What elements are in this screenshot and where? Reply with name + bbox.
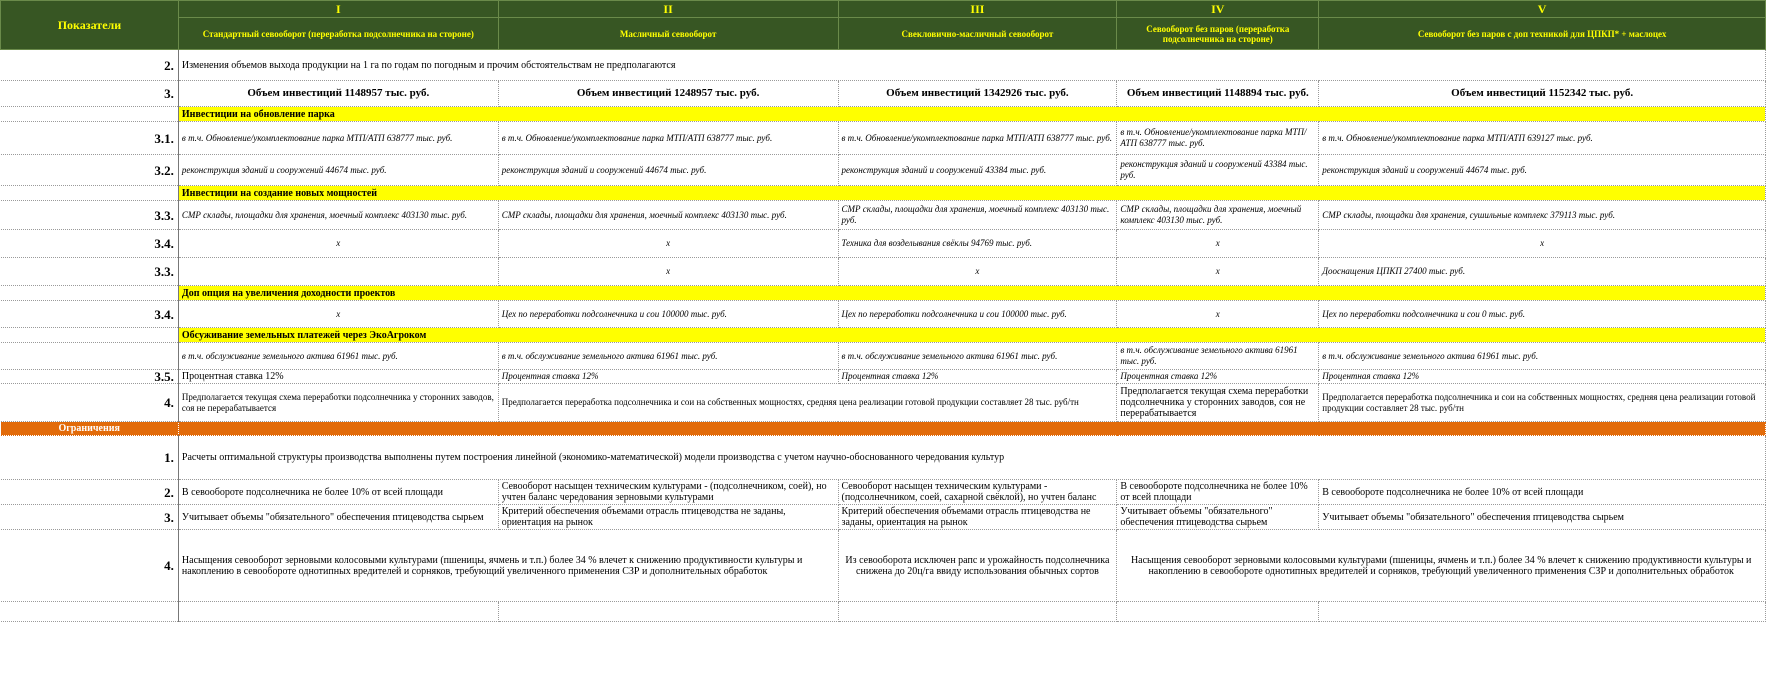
row-number: 3.4. <box>1 230 179 258</box>
col-roman-4: IV <box>1117 1 1319 18</box>
table-row <box>1 384 1766 422</box>
table-row <box>1 258 1766 286</box>
row-number <box>1 343 179 370</box>
table-cell: В севообороте подсолнечника не более 10% от всей площади <box>1319 480 1766 505</box>
table-cell: СМР склады, площадки для хранения, моечный комплекс 403130 тыс. руб. <box>1117 201 1319 230</box>
row-number: 3.4. <box>1 301 179 328</box>
table-cell: в т.ч. обслуживание земельного актива 61961 тыс. руб. <box>178 343 498 370</box>
row-number: 4. <box>1 384 179 422</box>
table-cell: Критерий обеспечения объемами отрасль птицеводства не заданы, ориентация на рынок <box>498 505 838 530</box>
table-row <box>1 602 1766 622</box>
table-row <box>1 201 1766 230</box>
row-number: 3.5. <box>1 370 179 384</box>
table-cell: реконструкция зданий и сооружений 44674 тыс. руб. <box>178 155 498 186</box>
table-cell: в т.ч. Обновление/укомплектование парка МТП/АТП 638777 тыс. руб. <box>178 122 498 155</box>
table-cell: Техника для возделывания свёклы 94769 тыс. руб. <box>838 230 1117 258</box>
table-cell: В севообороте подсолнечника не более 10% от всей площади <box>178 480 498 505</box>
table-cell: х <box>1117 230 1319 258</box>
table-cell: реконструкция зданий и сооружений 43384 тыс. руб. <box>1117 155 1319 186</box>
table-cell: в т.ч. Обновление/укомплектование парка МТП/АТП 638777 тыс. руб. <box>838 122 1117 155</box>
table-cell: Процентная ставка 12% <box>1117 370 1319 384</box>
table-cell: Цех по переработки подсолнечника и сои 100000 тыс. руб. <box>838 301 1117 328</box>
constraints-title: Ограничения <box>1 422 179 436</box>
table-row <box>1 50 1766 81</box>
table-cell: х <box>498 258 838 286</box>
table-cell: реконструкция зданий и сооружений 44674 тыс. руб. <box>1319 155 1766 186</box>
table-cell: Цех по переработки подсолнечника и сои 0 тыс. руб. <box>1319 301 1766 328</box>
table-cell: Процентная ставка 12% <box>498 370 838 384</box>
table-cell: Из севооборота исключен рапс и урожайность подсолнечника снижена до 20ц/га ввиду использования обычных сортов <box>838 530 1117 602</box>
row-number: 2. <box>1 480 179 505</box>
row-text: Расчеты оптимальной структуры производства выполнены путем построения линейной (экономико-математической) модели производства с учетом научно-обоснованного чередования культур <box>178 436 1765 480</box>
table-cell: Дооснащения ЦПКП 27400 тыс. руб. <box>1319 258 1766 286</box>
table-cell: Процентная ставка 12% <box>178 370 498 384</box>
section-title: Инвестиции на создание новых мощностей <box>178 186 1765 201</box>
table-cell: в т.ч. обслуживание земельного актива 61961 тыс. руб. <box>498 343 838 370</box>
row-text: Изменения объемов выхода продукции на 1 га по годам по погодным и прочим обстоятельствам не предполагаются <box>178 50 1765 81</box>
constraints-header-row <box>1 422 1766 436</box>
table-cell: Предполагается текущая схема переработки подсолнечника у сторонних заводов, соя не перерабатывается <box>1117 384 1319 422</box>
table-cell: Севооборот насыщен техническим культурами - (подсолнечником, соей), но учтен баланс чередования зерновыми культурами <box>498 480 838 505</box>
section-row <box>1 186 1766 201</box>
table-cell: Предполагается текущая схема переработки подсолнечника у сторонних заводов, соя не перерабатывается <box>178 384 498 422</box>
table-cell: Насыщения севооборот зерновыми колосовыми культурами (пшеницы, ячмень и т.п.) более 34 % влечет к снижению продуктивности культуры и накоплению в севообороте однотипных вредителей и сорняков, требующий увеличенного применения СЗР и дополнительных обработок <box>1117 530 1766 602</box>
table-cell: х <box>838 258 1117 286</box>
col-name-1: Стандартный севооборот (переработка подсолнечника на стороне) <box>178 18 498 50</box>
table-cell: х <box>498 230 838 258</box>
investment-cell: Объем инвестиций 1148894 тыс. руб. <box>1117 81 1319 107</box>
table-cell: СМР склады, площадки для хранения, моечный комплекс 403130 тыс. руб. <box>838 201 1117 230</box>
table-cell: х <box>1117 258 1319 286</box>
table-row <box>1 436 1766 480</box>
table-cell: Предполагается переработка подсолнечника и сои на собственных мощностях, средняя цена реализации готовой продукции составляет 28 тыс. руб/тн <box>498 384 1117 422</box>
row-number: 3.1. <box>1 122 179 155</box>
table-row <box>1 301 1766 328</box>
table-cell: Процентная ставка 12% <box>838 370 1117 384</box>
table-cell: В севообороте подсолнечника не более 10% от всей площади <box>1117 480 1319 505</box>
table-row <box>1 343 1766 370</box>
section-row <box>1 107 1766 122</box>
table-cell <box>178 258 498 286</box>
col-name-5: Севооборот без паров с доп техникой для ЦПКП* + маслоцех <box>1319 18 1766 50</box>
table-cell: Предполагается переработка подсолнечника и сои на собственных мощностях, средняя цена реализации готовой продукции составляет 28 тыс. руб/тн <box>1319 384 1766 422</box>
col-roman-5: V <box>1319 1 1766 18</box>
table-cell: реконструкция зданий и сооружений 44674 тыс. руб. <box>498 155 838 186</box>
row-number: 1. <box>1 436 179 480</box>
investment-cell: Объем инвестиций 1148957 тыс. руб. <box>178 81 498 107</box>
investment-cell: Объем инвестиций 1152342 тыс. руб. <box>1319 81 1766 107</box>
indicators-header: Показатели <box>1 1 179 50</box>
table-row <box>1 370 1766 384</box>
table-cell: Учитывает объемы "обязательного" обеспечения птицеводства сырьем <box>1117 505 1319 530</box>
table-cell: СМР склады, площадки для хранения, моечный комплекс 403130 тыс. руб. <box>178 201 498 230</box>
table-row <box>1 505 1766 530</box>
row-number: 3.3. <box>1 258 179 286</box>
table-cell: Севооборот насыщен техническим культурами - (подсолнечником, соей, сахарной свёклой), но учтен баланс <box>838 480 1117 505</box>
table-cell: реконструкция зданий и сооружений 43384 тыс. руб. <box>838 155 1117 186</box>
table-cell: Учитывает объемы "обязательного" обеспечения птицеводства сырьем <box>1319 505 1766 530</box>
section-title: Инвестиции на обновление парка <box>178 107 1765 122</box>
row-number: 2. <box>1 50 179 81</box>
table-row <box>1 530 1766 602</box>
table-cell: в т.ч. обслуживание земельного актива 61961 тыс. руб. <box>1117 343 1319 370</box>
row-number: 3. <box>1 505 179 530</box>
table-cell: х <box>178 230 498 258</box>
table-cell: в т.ч. Обновление/укомплектование парка МТП/АТП 639127 тыс. руб. <box>1319 122 1766 155</box>
table-cell: Насыщения севооборот зерновыми колосовыми культурами (пшеницы, ячмень и т.п.) более 34 % влечет к снижению продуктивности культуры и накоплению в севообороте однотипных вредителей и сорняков, требующий увеличенного применения СЗР и дополнительных обработок <box>178 530 838 602</box>
col-roman-2: II <box>498 1 838 18</box>
table-cell: СМР склады, площадки для хранения, моечный комплекс 403130 тыс. руб. <box>498 201 838 230</box>
table-row <box>1 155 1766 186</box>
table-cell: х <box>178 301 498 328</box>
col-roman-3: III <box>838 1 1117 18</box>
table-row <box>1 81 1766 107</box>
investment-cell: Объем инвестиций 1342926 тыс. руб. <box>838 81 1117 107</box>
section-row <box>1 286 1766 301</box>
table-cell: в т.ч. обслуживание земельного актива 61961 тыс. руб. <box>838 343 1117 370</box>
table-cell: в т.ч. Обновление/укомплектование парка МТП/АТП 638777 тыс. руб. <box>1117 122 1319 155</box>
table-row <box>1 480 1766 505</box>
table-cell: в т.ч. Обновление/укомплектование парка МТП/АТП 638777 тыс. руб. <box>498 122 838 155</box>
table-cell: СМР склады, площадки для хранения, сушильные комплекс 379113 тыс. руб. <box>1319 201 1766 230</box>
row-number: 3.2. <box>1 155 179 186</box>
table-row <box>1 230 1766 258</box>
table-cell: х <box>1117 301 1319 328</box>
table-cell: Процентная ставка 12% <box>1319 370 1766 384</box>
row-number: 3. <box>1 81 179 107</box>
row-number: 4. <box>1 530 179 602</box>
row-number: 3.3. <box>1 201 179 230</box>
table-cell: Критерий обеспечения объемами отрасль птицеводства не заданы, ориентация на рынок <box>838 505 1117 530</box>
table-cell: Цех по переработки подсолнечника и сои 100000 тыс. руб. <box>498 301 838 328</box>
col-roman-1: I <box>178 1 498 18</box>
table-cell: в т.ч. обслуживание земельного актива 61961 тыс. руб. <box>1319 343 1766 370</box>
col-name-4: Севооборот без паров (переработка подсолнечника на стороне) <box>1117 18 1319 50</box>
col-name-2: Масличный севооборот <box>498 18 838 50</box>
section-row <box>1 328 1766 343</box>
table-cell: Учитывает объемы "обязательного" обеспечения птицеводства сырьем <box>178 505 498 530</box>
table-cell: х <box>1319 230 1766 258</box>
col-name-3: Свекловично-масличный севооборот <box>838 18 1117 50</box>
section-title: Обсуживание земельных платежей через ЭкоАгроком <box>178 328 1765 343</box>
section-title: Доп опция на увеличения доходности проектов <box>178 286 1765 301</box>
investment-cell: Объем инвестиций 1248957 тыс. руб. <box>498 81 838 107</box>
table-row <box>1 122 1766 155</box>
